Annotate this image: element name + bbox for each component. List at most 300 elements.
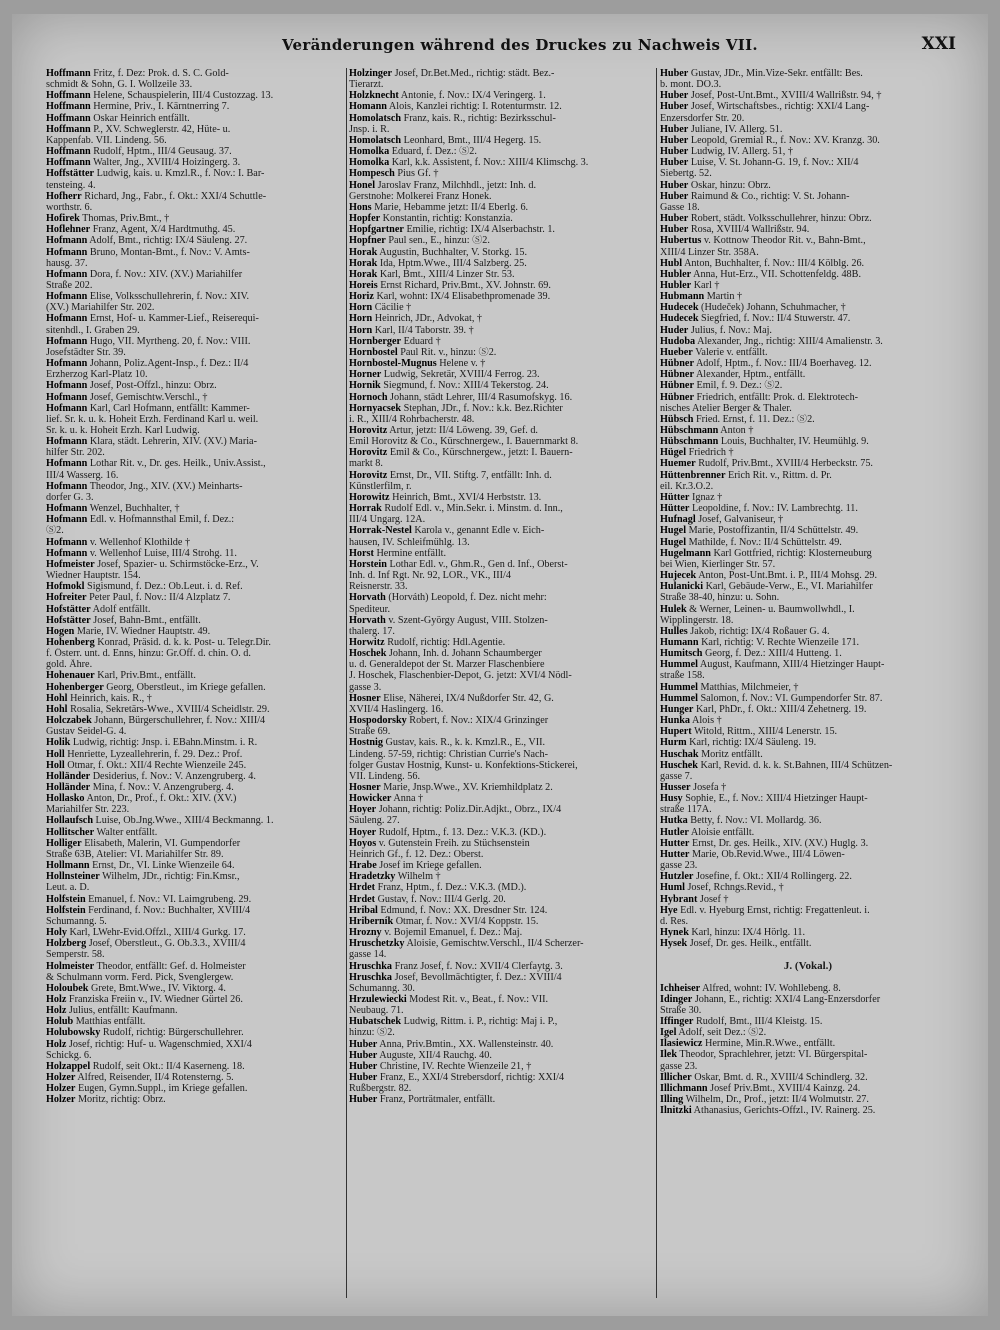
entry-surname: Hopfner bbox=[349, 235, 386, 247]
directory-entry bbox=[660, 514, 956, 525]
entry-details: Reisnerstr. 33. bbox=[349, 581, 408, 593]
directory-entry bbox=[349, 358, 645, 369]
entry-surname: Hufnagl bbox=[660, 514, 696, 526]
directory-entry bbox=[349, 737, 645, 748]
directory-entry bbox=[46, 436, 342, 447]
entry-surname: Hoyos bbox=[349, 837, 377, 849]
entry-details: Fried. Ernst, f. 11. Dez.: Ⓢ2. bbox=[693, 413, 815, 425]
directory-entry bbox=[349, 693, 645, 704]
entry-details: bei Wien, Kierlinger Str. 57. bbox=[660, 558, 776, 570]
entry-details: Johann, Poliz.Agent-Insp., f. Dez.: II/4 bbox=[87, 358, 249, 370]
directory-entry bbox=[46, 592, 342, 603]
entry-details: Mathilde, f. Nov.: II/4 Schüttelstr. 49. bbox=[686, 536, 842, 548]
entry-details: gasse 14. bbox=[349, 949, 387, 961]
entry-surname: Hruschka bbox=[349, 960, 393, 972]
entry-details: Schumanng. 30. bbox=[349, 982, 415, 994]
entry-surname: Holy bbox=[46, 927, 67, 939]
entry-details: Helene, Schauspielerin, III/4 Custozzag. 13. bbox=[90, 90, 274, 102]
entry-details: Salomon, f. Nov.: VI. Gumpendorfer Str. 87. bbox=[697, 692, 883, 704]
directory-entry-continuation bbox=[46, 414, 342, 425]
entry-surname: Huber bbox=[660, 90, 689, 102]
directory-entry-continuation bbox=[46, 202, 342, 213]
directory-entry bbox=[349, 927, 645, 938]
directory-entry bbox=[46, 336, 342, 347]
entry-details: Elise, Näherei, IX/4 Nußdorfer Str. 42, G. bbox=[380, 692, 554, 704]
directory-entry bbox=[660, 436, 956, 447]
entry-surname: Hofmann bbox=[46, 291, 88, 303]
directory-entry bbox=[349, 258, 645, 269]
directory-entry bbox=[46, 927, 342, 938]
entry-surname: Ilasiewicz bbox=[660, 1038, 703, 1050]
entry-surname: Hribal bbox=[349, 904, 378, 916]
entry-details: Wenzel, Buchhalter, † bbox=[87, 503, 180, 515]
entry-details: folger Gustav Hostnig, Kunst- u. Konfektions-Stickerei, bbox=[349, 759, 578, 771]
entry-surname: Husy bbox=[660, 793, 683, 805]
directory-entry bbox=[46, 604, 342, 615]
entry-details: Ludwig, kais. u. Kmzl.R., f. Nov.: I. Bar- bbox=[94, 168, 265, 180]
entry-surname: Hurm bbox=[660, 737, 687, 749]
entry-surname: Homolatsch bbox=[349, 134, 402, 146]
entry-surname: Hoffmann bbox=[46, 146, 91, 158]
directory-entry bbox=[349, 157, 645, 168]
directory-entry bbox=[349, 492, 645, 503]
entry-details: Edmund, f. Nov.: XX. Dresdner Str. 124. bbox=[377, 904, 548, 916]
directory-entry-continuation bbox=[660, 1005, 956, 1016]
directory-entry bbox=[349, 894, 645, 905]
directory-entry bbox=[349, 804, 645, 815]
entry-surname: Hutter bbox=[660, 848, 690, 860]
entry-surname: Honel bbox=[349, 179, 376, 191]
entry-details: Karl, richtig: IX/4 Säuleng. 19. bbox=[686, 737, 817, 749]
directory-entry-continuation bbox=[46, 325, 342, 336]
entry-details: nisches Atelier Berger & Thaler. bbox=[660, 402, 792, 414]
entry-details: Eduard † bbox=[401, 335, 441, 347]
directory-entry-continuation bbox=[349, 537, 645, 548]
entry-surname: Huber bbox=[660, 146, 689, 158]
entry-surname: Horak bbox=[349, 246, 378, 258]
entry-surname: Holz bbox=[46, 1005, 67, 1017]
directory-entry bbox=[46, 146, 342, 157]
entry-surname: Hofmann bbox=[46, 436, 88, 448]
entry-details: Rudolf, seit Okt.: II/4 Kaserneng. 18. bbox=[90, 1060, 245, 1072]
entry-surname: Hübsch bbox=[660, 413, 694, 425]
directory-entry bbox=[660, 1072, 956, 1083]
directory-entry bbox=[660, 525, 956, 536]
directory-entry bbox=[349, 447, 645, 458]
entry-details: Klara, städt. Lehrerin, XIV. (XV.) Maria- bbox=[87, 436, 257, 448]
directory-entry bbox=[349, 302, 645, 313]
entry-details: Desiderius, f. Nov.: V. Anzengruberg. 4. bbox=[90, 770, 256, 782]
entry-surname: Hofmann bbox=[46, 268, 88, 280]
entry-details: Karl Gottfried, richtig: Klosterneuburg bbox=[710, 547, 872, 559]
directory-entry bbox=[46, 782, 342, 793]
entry-details: Alois † bbox=[690, 715, 722, 727]
directory-entry bbox=[46, 380, 342, 391]
directory-entry bbox=[660, 258, 956, 269]
entry-surname: Holmeister bbox=[46, 960, 95, 972]
entry-details: Ernst, Dr., VII. Stiftg. 7, entfällt: Inh. d. bbox=[387, 469, 552, 481]
entry-surname: Hofmann bbox=[46, 458, 88, 470]
entry-details: Gustav Seidel-G. 4. bbox=[46, 726, 127, 738]
entry-surname: Huschek bbox=[660, 759, 698, 771]
entry-surname: Hübner bbox=[660, 358, 694, 370]
entry-details: Leopoldine, f. Nov.: IV. Lambrechtg. 11. bbox=[689, 503, 858, 515]
entry-surname: Hollnsteiner bbox=[46, 871, 100, 883]
entry-surname: Horovitz bbox=[349, 469, 388, 481]
entry-surname: Hornbostel-Mugnus bbox=[349, 358, 437, 370]
entry-surname: Hugel bbox=[660, 525, 687, 537]
entry-surname: Hopfer bbox=[349, 213, 381, 225]
entry-details: hilfer Str. 202. bbox=[46, 447, 105, 459]
directory-entry bbox=[46, 670, 342, 681]
entry-details: v. Wellenhof Klothilde † bbox=[87, 536, 191, 548]
directory-entry bbox=[660, 325, 956, 336]
entry-surname: Hons bbox=[349, 201, 372, 213]
entry-details: Karl, Bmt., XIII/4 Linzer Str. 53. bbox=[377, 268, 515, 280]
entry-surname: Hosner bbox=[349, 692, 381, 704]
directory-entry bbox=[660, 581, 956, 592]
directory-entry bbox=[660, 291, 956, 302]
entry-details: Wipplingerstr. 18. bbox=[660, 614, 734, 626]
entry-details: Karl, LWehr-Evid.Offzl., XIII/4 Gurkg. 17. bbox=[66, 927, 246, 939]
entry-details: v. Kottnow Theodor Rit. v., Bahn-Bmt., bbox=[701, 235, 866, 247]
entry-details: Oskar, hinzu: Obrz. bbox=[688, 179, 771, 191]
entry-details: Matthias entfällt. bbox=[73, 1016, 146, 1028]
directory-entry bbox=[46, 548, 342, 559]
directory-entry bbox=[349, 325, 645, 336]
directory-entry bbox=[349, 715, 645, 726]
entry-details: v. Gutenstein Freih. zu Stüchsenstein bbox=[376, 837, 530, 849]
directory-entry bbox=[660, 648, 956, 659]
entry-surname: Hompesch bbox=[349, 168, 395, 180]
entry-surname: Hutka bbox=[660, 815, 688, 827]
directory-entry-continuation bbox=[349, 771, 645, 782]
entry-details: Rosa, XVIII/4 Wallrißstr. 94. bbox=[688, 224, 810, 236]
directory-entry bbox=[46, 615, 342, 626]
entry-details: Sr. k. u. k. Hoheit Erzh. Karl Ludwig. bbox=[46, 425, 200, 436]
directory-entry-continuation bbox=[349, 626, 645, 637]
directory-entry bbox=[660, 782, 956, 793]
directory-entry-continuation bbox=[349, 604, 645, 615]
entry-details: Karl, Revid. d. k. k. St.Bahnen, III/4 Schützen- bbox=[697, 759, 893, 771]
entry-details: Adolf, seit Dez.: Ⓢ2. bbox=[676, 1027, 767, 1039]
entry-surname: Hulles bbox=[660, 625, 688, 637]
entry-details: Thomas, Priv.Bmt., † bbox=[79, 213, 170, 225]
directory-entry-continuation bbox=[349, 436, 645, 447]
entry-details: Erich Rit. v., Rittm. d. Pr. bbox=[725, 469, 832, 481]
entry-details: Ludwig, Sekretär, XVIII/4 Ferrog. 23. bbox=[381, 369, 540, 381]
entry-details: Henriette, Lyzeallehrerin, f. 29. Dez.: Prof. bbox=[64, 748, 243, 760]
entry-details: Ferdinand, f. Nov.: Buchhalter, XVIII/4 bbox=[85, 904, 251, 916]
entry-details: Leonhard, Bmt., III/4 Hegerg. 15. bbox=[401, 134, 542, 146]
directory-entry bbox=[46, 983, 342, 994]
directory-entry bbox=[660, 1094, 956, 1105]
directory-entry bbox=[349, 135, 645, 146]
directory-entry-continuation bbox=[46, 470, 342, 481]
entry-details: Theodor, Jng., XIV. (XV.) Meinharts- bbox=[87, 480, 243, 492]
entry-surname: Holzer bbox=[46, 1094, 76, 1106]
entry-surname: Hoffmann bbox=[46, 112, 91, 124]
directory-entry-continuation bbox=[660, 559, 956, 570]
directory-entry bbox=[46, 938, 342, 949]
entry-surname: Hulanicki bbox=[660, 581, 704, 593]
entry-surname: Hohenauer bbox=[46, 670, 95, 682]
entry-details: Aloisie entfällt. bbox=[688, 826, 755, 838]
directory-entry bbox=[660, 938, 956, 949]
entry-details: Emil, f. 9. Dez.: Ⓢ2. bbox=[693, 380, 783, 392]
entry-details: Josef, Dr. ges. Heilk., entfällt. bbox=[687, 938, 812, 950]
entry-details: Paul sen., E., hinzu: Ⓢ2. bbox=[385, 235, 490, 247]
entry-surname: Hrzulewiecki bbox=[349, 993, 407, 1005]
entry-surname: Homann bbox=[349, 101, 387, 113]
entry-details: Oskar, Bmt. d. R., XVIII/4 Schindlerg. 32. bbox=[691, 1071, 868, 1083]
directory-entry bbox=[349, 592, 645, 603]
directory-entry bbox=[660, 157, 956, 168]
entry-details: J. Hoschek, Flaschenbier-Depot, G. jetzt: XVI/4 Nödl- bbox=[349, 670, 572, 682]
entry-surname: Hoffmann bbox=[46, 157, 91, 169]
directory-entry-continuation bbox=[46, 972, 342, 983]
entry-details: Grete, Bmt.Wwe., IV. Viktorg. 4. bbox=[88, 982, 226, 994]
entry-details: Josef † bbox=[697, 893, 729, 905]
directory-entry bbox=[660, 336, 956, 347]
entry-details: Josef, Post-Unt.Bmt., XVIII/4 Wallrißstr. 94, † bbox=[688, 90, 882, 102]
entry-surname: Horvath bbox=[349, 614, 386, 626]
entry-details: Georg, f. Dez.: XIII/4 Hutteng. 1. bbox=[702, 648, 842, 660]
entry-surname: Hübner bbox=[660, 391, 694, 403]
entry-details: (XV.) Mariahilfer Str. 202. bbox=[46, 302, 155, 314]
entry-surname: Huber bbox=[660, 224, 689, 236]
entry-surname: Hoffmann bbox=[46, 123, 91, 135]
entry-details: Konrad, Präsid. d. k. k. Post- u. Telegr.Dir. bbox=[94, 636, 271, 648]
directory-entry-continuation bbox=[660, 202, 956, 213]
directory-entry bbox=[349, 1039, 645, 1050]
directory-entry bbox=[349, 938, 645, 949]
entry-surname: Holzappel bbox=[46, 1060, 91, 1072]
directory-entry bbox=[660, 90, 956, 101]
entry-details: Josef, Wirtschaftsbes., richtig: XXI/4 Lang- bbox=[688, 101, 870, 113]
entry-details: v. Bojemil Emanuel, f. Dez.: Maj. bbox=[381, 927, 523, 939]
column-left bbox=[46, 68, 342, 1106]
entry-surname: Huber bbox=[660, 213, 689, 225]
entry-details: Johann, Bürgerschullehrer, f. Nov.: XIII/4 bbox=[91, 715, 266, 727]
entry-surname: Huber bbox=[349, 1049, 378, 1061]
entry-surname: Iffinger bbox=[660, 1015, 694, 1027]
entry-details: Karl, hinzu: IX/4 Hörlg. 11. bbox=[688, 927, 806, 939]
entry-details: Karl, k.k. Assistent, f. Nov.: XIII/4 Klimschg. 3. bbox=[389, 157, 589, 169]
entry-details: Alois, Kanzlei richtig: I. Rotenturmstr. 12. bbox=[386, 101, 562, 113]
directory-entry-continuation bbox=[349, 79, 645, 90]
entry-details: Stephan, JDr., f. Nov.: k.k. Bez.Richter bbox=[401, 402, 563, 414]
entry-details: Paul Rit. v., hinzu: Ⓢ2. bbox=[397, 346, 497, 358]
entry-details: Johann, E., richtig: XXI/4 Lang-Enzersdorfer bbox=[692, 993, 881, 1005]
entry-details: Moritz, richtig: Obrz. bbox=[75, 1094, 166, 1106]
directory-entry bbox=[660, 994, 956, 1005]
directory-entry bbox=[349, 392, 645, 403]
entry-surname: Hoyer bbox=[349, 804, 377, 816]
directory-entry bbox=[349, 871, 645, 882]
directory-entry bbox=[46, 994, 342, 1005]
entry-surname: Hugelmann bbox=[660, 547, 711, 559]
entry-details: Siegfried, f. Nov.: II/4 Stuwerstr. 47. bbox=[698, 313, 851, 325]
entry-details: Artur, jetzt: II/4 Löweng. 39, Gef. d. bbox=[387, 425, 538, 436]
directory-entry-continuation bbox=[46, 258, 342, 269]
directory-entry bbox=[349, 369, 645, 380]
directory-entry bbox=[349, 961, 645, 972]
entry-surname: Hollaufsch bbox=[46, 815, 93, 827]
entry-surname: Hruschetzky bbox=[349, 938, 405, 950]
entry-details: gasse 7. bbox=[660, 770, 693, 782]
entry-details: Wiedner Hauptstr. 154. bbox=[46, 570, 141, 582]
entry-surname: Holub bbox=[46, 1016, 74, 1028]
entry-surname: Hollmann bbox=[46, 860, 90, 872]
directory-entry bbox=[349, 168, 645, 179]
directory-entry-continuation bbox=[46, 659, 342, 670]
entry-surname: Huber bbox=[660, 157, 689, 169]
entry-details: Anna † bbox=[391, 793, 424, 805]
directory-entry bbox=[46, 815, 342, 826]
directory-entry bbox=[46, 191, 342, 202]
directory-entry-continuation bbox=[660, 113, 956, 124]
directory-entry-continuation bbox=[46, 882, 342, 893]
directory-entry bbox=[46, 514, 342, 525]
entry-details: Martin † bbox=[704, 291, 743, 303]
entry-details: lief. Sr. k. u. k. Hoheit Erzh. Ferdinand Karl u. weil. bbox=[46, 413, 259, 425]
entry-surname: Holländer bbox=[46, 770, 91, 782]
directory-entry-continuation bbox=[46, 135, 342, 146]
spacer bbox=[660, 949, 956, 955]
entry-surname: Huschak bbox=[660, 748, 699, 760]
entry-surname: Hornbostel bbox=[349, 346, 398, 358]
directory-entry bbox=[46, 838, 342, 849]
entry-surname: Hujecek bbox=[660, 570, 697, 582]
entry-surname: Hostnig bbox=[349, 737, 383, 749]
directory-entry bbox=[46, 1039, 342, 1050]
entry-surname: Homolka bbox=[349, 157, 390, 169]
directory-entry bbox=[660, 704, 956, 715]
entry-surname: Horiz bbox=[349, 291, 374, 303]
entry-details: Heinrich, JDr., Advokat, † bbox=[372, 313, 483, 325]
directory-entry bbox=[349, 336, 645, 347]
directory-entry bbox=[46, 269, 342, 280]
directory-entry bbox=[660, 235, 956, 246]
directory-entry-continuation bbox=[46, 804, 342, 815]
directory-entry-continuation bbox=[660, 916, 956, 927]
entry-details: Straße 202. bbox=[46, 279, 93, 291]
entry-surname: Hofherr bbox=[46, 190, 82, 202]
entry-surname: Horvath bbox=[349, 592, 386, 604]
directory-entry bbox=[660, 358, 956, 369]
directory-entry-continuation bbox=[46, 447, 342, 458]
entry-details: Adolf, Hptm., f. Nov.: III/4 Boerhaveg. 12. bbox=[693, 358, 872, 370]
entry-details: Friedrich, entfällt: Prok. d. Elektrotech- bbox=[693, 391, 859, 403]
directory-entry bbox=[349, 838, 645, 849]
directory-entry-continuation bbox=[660, 403, 956, 414]
directory-entry-continuation bbox=[46, 849, 342, 860]
entry-details: Richard, Jng., Fabr., f. Okt.: XXI/4 Schuttle- bbox=[81, 190, 267, 202]
directory-entry bbox=[660, 626, 956, 637]
directory-entry bbox=[660, 280, 956, 291]
directory-entry bbox=[660, 269, 956, 280]
entry-details: straße 158. bbox=[660, 670, 705, 682]
directory-entry-continuation bbox=[349, 670, 645, 681]
entry-details: Josef, Post-Offzl., hinzu: Obrz. bbox=[87, 380, 217, 392]
directory-entry bbox=[660, 1016, 956, 1027]
entry-surname: Hruschka bbox=[349, 971, 393, 983]
entry-surname: Huber bbox=[660, 101, 689, 113]
directory-entry bbox=[349, 793, 645, 804]
entry-surname: Hofstätter bbox=[46, 614, 91, 626]
directory-entry bbox=[349, 882, 645, 893]
entry-details: Konstantin, richtig: Konstanzia. bbox=[380, 213, 513, 225]
entry-details: Gustav, JDr., Min.Vize-Sekr. entfällt: Bes. bbox=[688, 68, 863, 79]
entry-details: Anton, Buchhalter, f. Nov.: III/4 Kölblg. 26. bbox=[682, 257, 865, 269]
directory-entry bbox=[46, 704, 342, 715]
entry-details: thalerg. 17. bbox=[349, 625, 395, 637]
entry-details: Jaroslav Franz, Milchhdl., jetzt: Inh. d. bbox=[375, 179, 537, 191]
entry-details: Siebertg. 52. bbox=[660, 168, 712, 180]
directory-entry-continuation bbox=[349, 581, 645, 592]
entry-details: Alfred, Reisender, II/4 Rotensterng. 5. bbox=[75, 1072, 234, 1084]
entry-details: Inh. d. Inf Rgt. Nr. 92, LOR., VK., III/4 bbox=[349, 570, 511, 582]
entry-details: Ludwig, richtig: Jnsp. i. EBahn.Minstm. i. R. bbox=[70, 737, 258, 749]
entry-surname: Hollitscher bbox=[46, 826, 95, 838]
page-number: XXI bbox=[921, 34, 956, 54]
entry-surname: Holz bbox=[46, 993, 67, 1005]
entry-surname: Hofmann bbox=[46, 358, 88, 370]
directory-entry bbox=[660, 369, 956, 380]
entry-details: Hugo, VII. Myrtheng. 20, f. Nov.: VIII. bbox=[87, 335, 251, 347]
directory-entry bbox=[660, 749, 956, 760]
entry-details: schmidt & Sohn, G. I. Wollzeile 33. bbox=[46, 79, 193, 91]
directory-entry bbox=[46, 235, 342, 246]
directory-entry bbox=[46, 894, 342, 905]
entry-details: Leut. a. D. bbox=[46, 882, 90, 894]
entry-surname: Homolka bbox=[349, 146, 390, 158]
directory-entry bbox=[349, 637, 645, 648]
entry-surname: Hoschek bbox=[349, 648, 387, 660]
entry-details: Straße 69. bbox=[349, 726, 391, 738]
directory-entry bbox=[660, 146, 956, 157]
entry-details: Robert, städt. Volksschullehrer, hinzu: Obrz. bbox=[688, 213, 872, 225]
directory-entry bbox=[46, 693, 342, 704]
entry-surname: Horstein bbox=[349, 558, 387, 570]
directory-entry bbox=[46, 961, 342, 972]
entry-surname: Hofmann bbox=[46, 391, 88, 403]
directory-entry bbox=[349, 905, 645, 916]
entry-details: Adolf entfällt. bbox=[90, 603, 151, 615]
entry-surname: Huemer bbox=[660, 458, 696, 470]
directory-entry bbox=[660, 124, 956, 135]
directory-entry-continuation bbox=[349, 749, 645, 760]
page-title: Veränderungen während des Druckes zu Nachweis VII. bbox=[282, 36, 758, 54]
entry-details: u. d. Generaldepot der St. Marzer Flaschenbiere bbox=[349, 659, 545, 671]
entry-details: Josef, Dr.Bet.Med., richtig: städt. Bez.- bbox=[392, 68, 555, 79]
entry-surname: Hübner bbox=[660, 369, 694, 381]
entry-details: Marie, Ob.Revid.Wwe., III/4 Löwen- bbox=[689, 848, 845, 860]
entry-details: Theodor, Sprachlehrer, jetzt: VI. Bürgerspital- bbox=[676, 1049, 868, 1061]
entry-surname: Hübschmann bbox=[660, 436, 719, 448]
entry-surname: Huber bbox=[660, 123, 689, 135]
directory-entry bbox=[660, 1038, 956, 1049]
entry-details: Alfred, wohnt: IV. Wohllebeng. 8. bbox=[700, 982, 841, 994]
entry-details: Josef, Bevollmächtigter, f. Dez.: XVIII/4 bbox=[392, 971, 562, 983]
directory-entry bbox=[660, 715, 956, 726]
directory-entry bbox=[349, 1050, 645, 1061]
entry-surname: Hofmann bbox=[46, 246, 88, 258]
entry-surname: Hopfgartner bbox=[349, 224, 404, 236]
entry-details: Jnsp. i. R. bbox=[349, 123, 390, 135]
directory-entry bbox=[660, 447, 956, 458]
